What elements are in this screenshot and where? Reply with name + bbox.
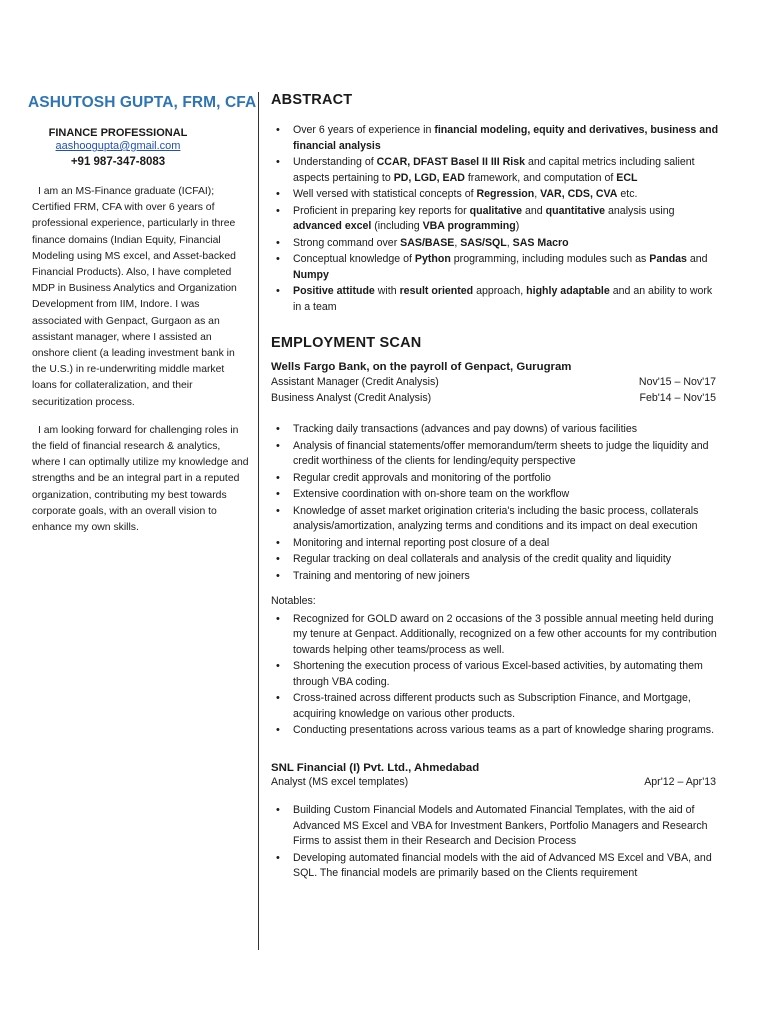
phone-number: +91 987-347-8083	[70, 156, 166, 168]
employment-heading: EMPLOYMENT SCAN	[271, 335, 422, 351]
list-item: • Cross-trained across different products such as Subscription Finance, and Mortgage, acquiring knowledge on various other products.	[271, 691, 721, 722]
candidate-name: ASHUTOSH GUPTA, FRM, CFA	[28, 94, 257, 111]
list-item: • Conceptual knowledge of Python programming, including modules such as Pandas and Numpy	[271, 252, 721, 283]
left-column	[28, 92, 257, 536]
summary-paragraph-1: I am an MS-Finance graduate (ICFAI); Certified FRM, CFA with over 6 years of professional experience, particularly in three finance domains (Indian Equity, Financial Modeling using MS excel, and Asset-backed Financial Products). Also, I have completed MDP in Business Analytics and Organization Development from IIM, Indore. I was associated with Genpact, Gurgaon as an assistant manager, where I assisted an onshore client (a leading investment bank in the U.S.) in re-underwriting middle market loans for collateralization, and their securitization process.	[32, 186, 237, 408]
list-item: • Training and mentoring of new joiners	[271, 569, 721, 585]
list-item: • Knowledge of asset market origination criteria's including the basic process, collaterals analysis/amortization, analyzing terms and conditions and its impact on deal execution	[271, 504, 721, 535]
wells-fargo-positions	[271, 375, 721, 406]
right-column	[271, 92, 721, 883]
list-item: • Analysis of financial statements/offer memorandum/term sheets to judge the liquidity and credit worthiness of the clients for lending/equity perspective	[271, 439, 721, 470]
list-item: • Well versed with statistical concepts of Regression, VAR, CDS, CVA etc.	[271, 187, 721, 203]
list-item: • Building Custom Financial Models and Automated Financial Templates, with the aid of Advanced MS Excel and VBA for Investment Bankers, Portfolio Managers and Research Firms to assist them in their Research and Decision Process	[271, 803, 721, 850]
job-title: Assistant Manager (Credit Analysis)	[271, 376, 439, 388]
list-item: • Positive attitude with result oriented approach, highly adaptable and an ability to work in a team	[271, 284, 721, 315]
job-title: Analyst (MS excel templates)	[271, 775, 409, 788]
list-item: • Proficient in preparing key reports for qualitative and quantitative analysis using advanced excel (including VBA programming)	[271, 204, 721, 235]
email-link[interactable]: aashoogupta@gmail.com	[55, 140, 181, 152]
list-item: • Conducting presentations across various teams as a part of knowledge sharing programs.	[271, 723, 721, 739]
wells-fargo-duties	[271, 422, 721, 584]
job-row	[271, 391, 721, 407]
list-item: • Strong command over SAS/BASE, SAS/SQL, SAS Macro	[271, 236, 721, 252]
job-row	[271, 775, 721, 791]
list-item: • Extensive coordination with on-shore team on the workflow	[271, 487, 721, 503]
company-name-snl: SNL Financial (I) Pvt. Ltd., Ahmedabad	[271, 761, 480, 774]
job-dates: Apr'12 – Apr'13	[644, 775, 716, 788]
job-dates: Feb'14 – Nov'15	[639, 391, 716, 404]
list-item: • Shortening the execution process of various Excel-based activities, by automating them through VBA coding.	[271, 659, 721, 690]
list-item: • Regular credit approvals and monitoring of the portfolio	[271, 471, 721, 487]
company-name-wells-fargo: Wells Fargo Bank, on the payroll of Genpact, Gurugram	[271, 361, 572, 373]
job-row	[271, 375, 721, 391]
list-item: • Regular tracking on deal collaterals and analysis of the credit quality and liquidity	[271, 552, 721, 568]
list-item: • Developing automated financial models with the aid of Advanced MS Excel and VBA, and SQL. The financial models are primarily based on the Clients requirement	[271, 851, 721, 882]
list-item: • Understanding of CCAR, DFAST Basel II III Risk and capital metrics including salient aspects pertaining to PD, LGD, EAD framework, and computation of ECL	[271, 155, 721, 186]
notables-list	[271, 612, 721, 739]
list-item: • Recognized for GOLD award on 2 occasions of the 3 possible annual meeting held during my tenure at Genpact. Additionally, recognized on a few other accounts for my contribution towards helping other teams/process as well.	[271, 612, 721, 659]
notables-label: Notables:	[271, 595, 316, 607]
summary-paragraph-2: I am looking forward for challenging roles in the field of financial research & analytics, where I can optimally utilize my knowledge and strengths and be an integral part in a reputed organization, contributing my best towards corporate goals, with an overall vision to enhance my own skills.	[32, 424, 249, 534]
list-item: • Over 6 years of experience in financial modeling, equity and derivatives, business and financial analysis	[271, 123, 721, 154]
list-item: • Tracking daily transactions (advances and pay downs) of various facilities	[271, 422, 721, 438]
snl-duties	[271, 803, 721, 882]
column-divider	[258, 92, 259, 950]
abstract-list	[271, 123, 721, 315]
abstract-heading: ABSTRACT	[271, 92, 353, 108]
candidate-role: FINANCE PROFESSIONAL	[48, 127, 188, 139]
list-item: • Monitoring and internal reporting post closure of a deal	[271, 536, 721, 552]
job-title: Business Analyst (Credit Analysis)	[271, 391, 432, 404]
job-dates: Nov'15 – Nov'17	[638, 376, 716, 388]
